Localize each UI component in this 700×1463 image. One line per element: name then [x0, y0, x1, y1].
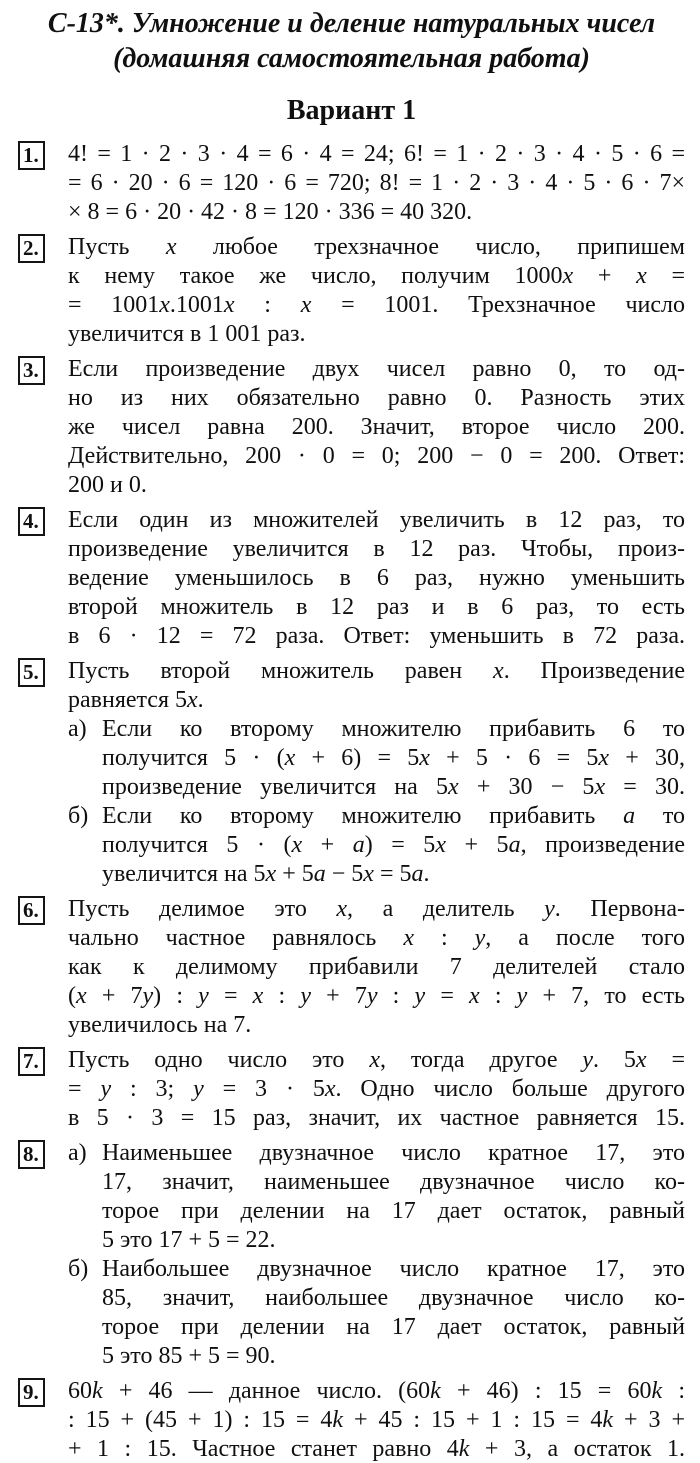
problem-number-column — [18, 1139, 68, 1169]
text-line: увеличится в 1 001 раз. — [68, 321, 306, 347]
text-line: произведение увеличится в 12 раз. Чтобы, произ- — [68, 536, 685, 562]
problem-number-column — [18, 1046, 68, 1076]
text-line: Наименьшее двузначное число кратное 17, это — [102, 1140, 685, 1166]
problem-number-column — [18, 1377, 68, 1407]
sub-item-body — [102, 1139, 685, 1255]
problem-number: 2. — [18, 234, 45, 263]
text-line: второй множитель в 12 раз и в 6 раз, то есть — [68, 594, 685, 620]
text-line: Пусть делимое это x, а делитель y. Первона- — [68, 896, 685, 922]
problem-item — [18, 1377, 685, 1463]
text-line: × 8 = 6 · 20 · 42 · 8 = 120 · 336 = 40 320. — [68, 199, 473, 225]
text-line: ведение уменьшилось в 6 раз, нужно уменьшить — [68, 565, 685, 591]
problem-number: 1. — [18, 141, 45, 170]
problem-item — [18, 140, 685, 227]
text-line: 85, значит, наибольшее двузначное число ко- — [102, 1285, 685, 1311]
problem-body — [68, 233, 685, 349]
problem-number-column — [18, 506, 68, 536]
sub-item-body — [102, 802, 685, 889]
problem-item — [18, 895, 685, 1040]
text-line: но из них обязательно равно 0. Разность этих — [68, 385, 685, 411]
text-line: торое при делении на 17 дает остаток, равный — [102, 1198, 685, 1224]
text-line: Пусть второй множитель равен x. Произведение — [68, 658, 685, 684]
sub-item — [68, 802, 685, 889]
problem-number: 3. — [18, 356, 45, 385]
text-line: торое при делении на 17 дает остаток, равный — [102, 1314, 685, 1340]
text-line: Пусть x любое трехзначное число, припишем — [68, 234, 685, 260]
problem-body — [68, 657, 685, 889]
text-line: получится 5 · (x + a) = 5x + 5a, произведение — [102, 832, 685, 858]
problem-number: 9. — [18, 1378, 45, 1407]
problem-number: 4. — [18, 507, 45, 536]
problem-number-column — [18, 355, 68, 385]
text-line: Если один из множителей увеличить в 12 раз, то — [68, 507, 685, 533]
problem-number: 5. — [18, 658, 45, 687]
problem-number-column — [18, 140, 68, 170]
text-line: в 5 · 3 = 15 раз, значит, их частное равняется 15. — [68, 1105, 685, 1131]
text-line: Если произведение двух чисел равно 0, то од- — [68, 356, 685, 382]
problem-body — [68, 1139, 685, 1371]
problem-number-column — [18, 657, 68, 687]
text-line: : 15 + (45 + 1) : 15 = 4k + 45 : 15 + 1 : 15 = 4k + 3 + — [68, 1407, 685, 1433]
text-line: 5 это 85 + 5 = 90. — [102, 1343, 276, 1369]
text-line: = 6 · 20 · 6 = 120 · 6 = 720; 8! = 1 · 2 · 3 · 4 · 5 · 6 · 7× — [68, 170, 685, 196]
text-line: (x + 7y) : y = x : y + 7y : y = x : y + 7, то есть — [68, 983, 685, 1009]
text-line: Наибольшее двузначное число кратное 17, это — [102, 1256, 685, 1282]
sub-item-label: б) — [68, 803, 89, 829]
problem-number: 7. — [18, 1047, 45, 1076]
sub-item-body — [102, 715, 685, 802]
text-line: увеличилось на 7. — [68, 1012, 252, 1038]
problem-body — [68, 1046, 685, 1133]
sub-item — [68, 1255, 685, 1371]
problem-body — [68, 506, 685, 651]
text-line: в 6 · 12 = 72 раза. Ответ: уменьшить в 72 раза. — [68, 623, 685, 649]
sub-item-label: б) — [68, 1256, 89, 1282]
problem-body — [68, 895, 685, 1040]
document-title-line2: (домашняя самостоятельная работа) — [113, 43, 590, 74]
problems — [18, 140, 685, 1463]
problem-item — [18, 233, 685, 349]
sub-item — [68, 1139, 685, 1255]
text-line: чально частное равнялось x : y, а после того — [68, 925, 685, 951]
text-line: получится 5 · (x + 6) = 5x + 5 · 6 = 5x + 30, — [102, 745, 685, 771]
text-line: Пусть одно число это x, тогда другое y. 5x = — [68, 1047, 685, 1073]
problem-body — [68, 355, 685, 500]
text-line: = y : 3; y = 3 · 5x. Одно число больше другого — [68, 1076, 685, 1102]
problem-item — [18, 1046, 685, 1133]
problem-number: 8. — [18, 1140, 45, 1169]
text-line: 200 и 0. — [68, 472, 147, 498]
text-line: Если ко второму множителю прибавить a то — [102, 803, 685, 829]
text-line: 4! = 1 · 2 · 3 · 4 = 6 · 4 = 24; 6! = 1 · 2 · 3 · 4 · 5 · 6 = — [68, 141, 685, 167]
problem-item — [18, 355, 685, 500]
problem-item — [18, 506, 685, 651]
text-line: Действительно, 200 · 0 = 0; 200 − 0 = 200. Ответ: — [68, 443, 685, 469]
text-line: = 1001x.1001x : x = 1001. Трехзначное число — [68, 292, 685, 318]
sub-item-body — [102, 1255, 685, 1371]
text-line: же чисел равна 200. Значит, второе число 200. — [68, 414, 685, 440]
text-line: Если ко второму множителю прибавить 6 то — [102, 716, 685, 742]
text-line: произведение увеличится на 5x + 30 − 5x = 30. — [102, 774, 685, 800]
text-line: + 1 : 15. Частное станет равно 4k + 3, а остаток 1. — [68, 1436, 685, 1462]
text-line: 60k + 46 — данное число. (60k + 46) : 15 = 60k : — [68, 1378, 685, 1404]
problem-body — [68, 140, 685, 227]
text-line: увеличится на 5x + 5a − 5x = 5a. — [102, 861, 430, 887]
text-line: как к делимому прибавили 7 делителей стало — [68, 954, 685, 980]
problem-number: 6. — [18, 896, 45, 925]
problem-item — [18, 657, 685, 889]
problem-item — [18, 1139, 685, 1371]
text-line: равняется 5x. — [68, 687, 204, 713]
sub-item — [68, 715, 685, 802]
sub-item-label: а) — [68, 1140, 87, 1166]
sub-item-label: а) — [68, 716, 87, 742]
variant-heading: Вариант 1 — [286, 95, 417, 126]
document-title-line1: С-13*. Умножение и деление натуральных чисел — [47, 8, 656, 39]
text-line: 17, значит, наименьшее двузначное число ко- — [102, 1169, 685, 1195]
problem-number-column — [18, 895, 68, 925]
text-line: к нему такое же число, получим 1000x + x = — [68, 263, 685, 289]
text-line: 5 это 17 + 5 = 22. — [102, 1227, 276, 1253]
problem-number-column — [18, 233, 68, 263]
problem-body — [68, 1377, 685, 1463]
